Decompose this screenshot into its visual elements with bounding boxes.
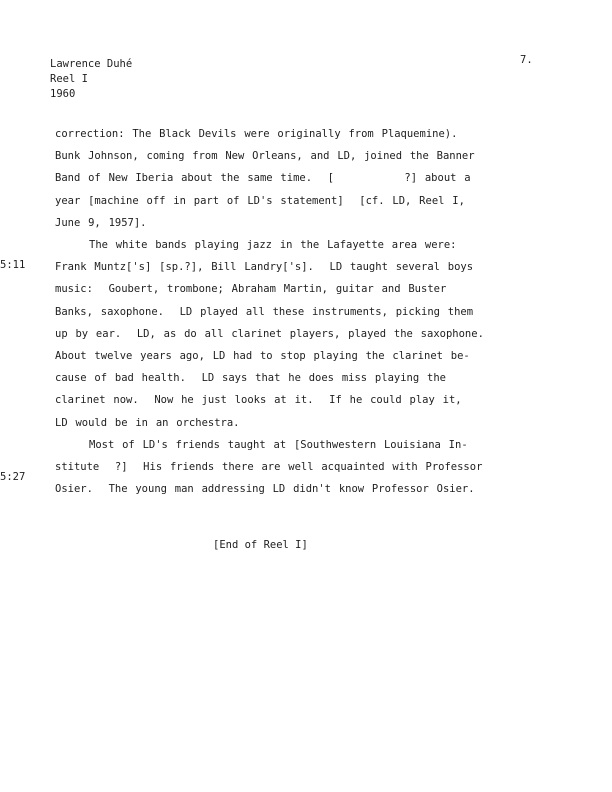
timecode-marker: 5:27	[0, 471, 26, 483]
text-line: June 9, 1957].	[55, 216, 147, 229]
text-line: stitute ?] His friends there are well acquainted with Professor	[55, 461, 483, 474]
text-line: cause of bad health. LD says that he does miss playing the	[55, 372, 446, 385]
text-line: About twelve years ago, LD had to stop playing the clarinet be-	[55, 350, 470, 363]
end-of-reel-note: [End of Reel I]	[213, 539, 308, 551]
text-line: Bunk Johnson, coming from New Orleans, and LD, joined the Banner	[55, 150, 475, 163]
interviewee-name: Lawrence Duhé	[50, 58, 133, 70]
text-line: The white bands playing jazz in the Lafayette area were:	[89, 239, 457, 252]
reel-label: Reel I	[50, 73, 88, 85]
text-line: Banks, saxophone. LD played all these instruments, picking them	[55, 305, 474, 318]
text-line: Band of New Iberia about the same time. [ ?] about a	[55, 172, 471, 185]
text-line: LD would be in an orchestra.	[55, 416, 240, 429]
transcript-body	[55, 123, 600, 500]
text-line: Osier. The young man addressing LD didn't know Professor Osier.	[55, 483, 475, 496]
timecode-marker: 5:11	[0, 259, 26, 271]
text-line: Frank Muntz['s] [sp.?], Bill Landry['s]. LD taught several boys	[55, 261, 474, 274]
text-line: clarinet now. Now he just looks at it. If he could play it,	[55, 394, 462, 407]
header-block	[50, 57, 132, 102]
year-label: 1960	[50, 88, 76, 100]
page-number: 7.	[520, 54, 533, 66]
text-line: up by ear. LD, as do all clarinet players, played the saxophone.	[55, 327, 484, 340]
text-line: correction: The Black Devils were originally from Plaquemine).	[55, 128, 458, 140]
text-line: music: Goubert, trombone; Abraham Martin, guitar and Buster	[55, 283, 447, 296]
text-line: Most of LD's friends taught at [Southwestern Louisiana In-	[89, 438, 468, 451]
text-line: year [machine off in part of LD's statement] [cf. LD, Reel I,	[55, 194, 465, 207]
